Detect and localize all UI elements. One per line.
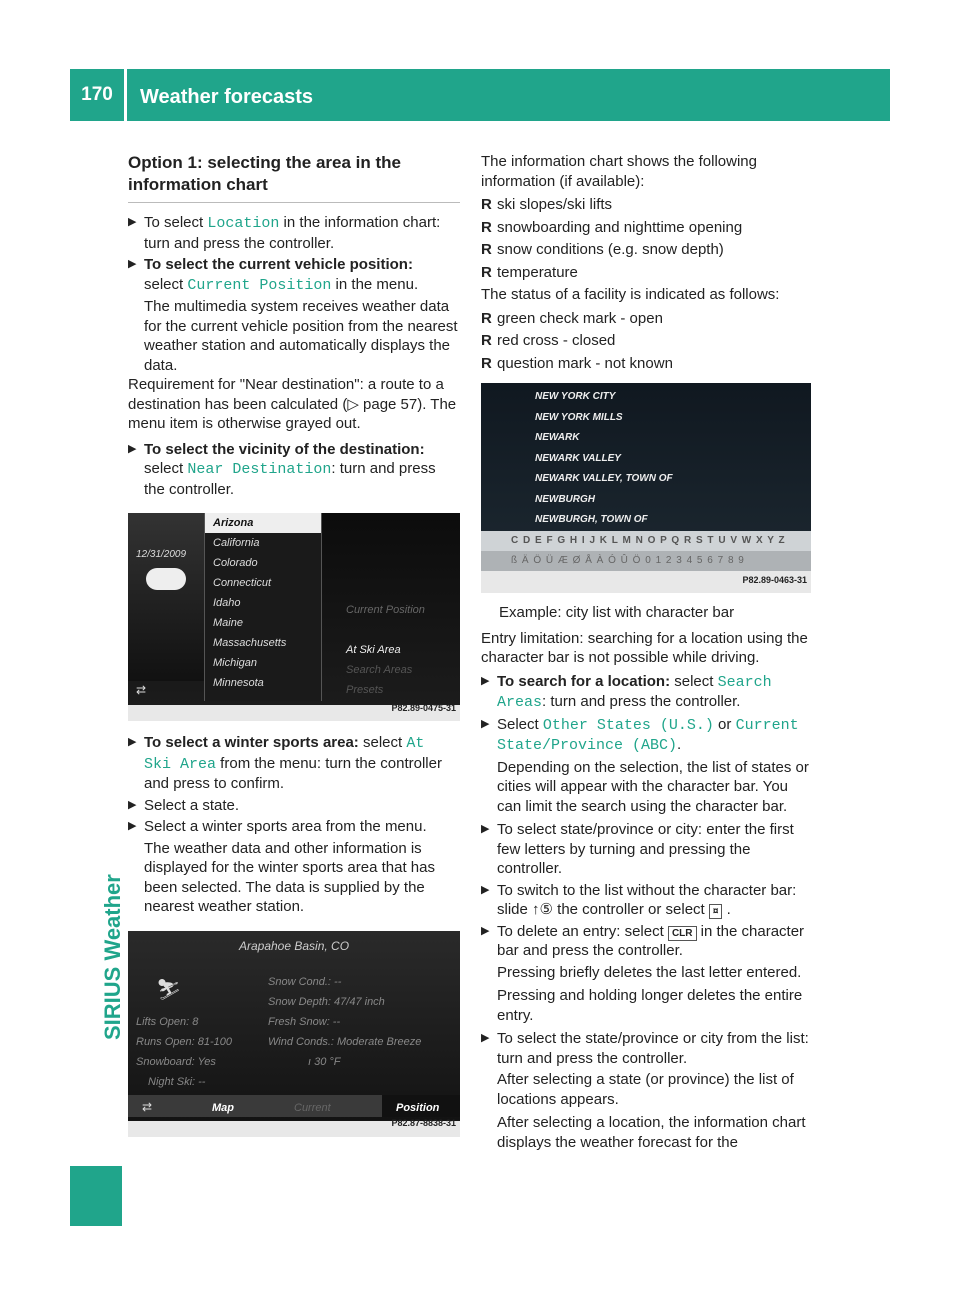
info-item: R snowboarding and nighttime opening <box>481 218 813 238</box>
step-current-position: ▶ To select the current vehicle position: select Current Position in the menu. <box>128 255 460 295</box>
entry-limitation: Entry limitation: searching for a location using the character bar is not possible while driving. <box>481 629 808 666</box>
field-snow-cond: Snow Cond.: -- <box>268 975 342 988</box>
state-list-item[interactable]: Maine <box>213 617 243 629</box>
state-list-item[interactable]: Massachusetts <box>213 637 287 649</box>
city-list-item[interactable]: NEWBURGH <box>535 493 595 505</box>
screenshot-ski-area-weather <box>128 931 460 1137</box>
info-intro: The information chart shows the following information (if available): <box>481 153 757 190</box>
slide-controller-icon: ↑⑤ <box>532 901 553 918</box>
step-enter-letters: ▶ To select state/province or city: enter the first few letters by turning and pressing the controller. <box>481 820 813 879</box>
result-location-selected: After selecting a location, the information chart displays the weather forecast for the <box>497 1114 806 1151</box>
status-item: R question mark - not known <box>481 354 813 374</box>
field-lifts-open: Lifts Open: 8 <box>136 1015 199 1028</box>
back-icon[interactable]: ⇄ <box>142 1099 153 1114</box>
status-intro: The status of a facility is indicated as follows: <box>481 286 780 303</box>
step-select-states: ▶ Select Other States (U.S.) or Current State/Province (ABC). <box>481 715 813 756</box>
requirement-near-destination: Requirement for "Near destination": a route to a destination has been calculated (▷ page 57). The menu item is otherwise grayed out. <box>128 376 457 432</box>
city-list-item[interactable]: NEWARK <box>535 432 580 443</box>
result-delete-short: Pressing briefly deletes the last letter entered. <box>497 963 802 981</box>
info-item: R snow conditions (e.g. snow depth) <box>481 240 813 260</box>
option-title: Option 1: selecting the area in the information chart <box>128 153 401 194</box>
state-list-item[interactable]: Connecticut <box>213 577 272 589</box>
step-switch-list: ▶ To switch to the list without the character bar: slide ↑⑤ the controller or select ¤ . <box>481 881 813 920</box>
weather-preview-panel <box>128 513 204 681</box>
state-list-item[interactable]: Idaho <box>213 597 241 609</box>
page-number: 170 <box>81 84 113 105</box>
ski-area-title: Arapahoe Basin, CO <box>238 938 350 953</box>
status-item: R red cross - closed <box>481 331 813 351</box>
figure-code: P82.89-0463-31 <box>742 574 807 585</box>
menu-position[interactable]: Position <box>396 1101 440 1114</box>
info-item: R temperature <box>481 263 813 283</box>
field-night-ski: Night Ski: -- <box>148 1075 206 1088</box>
right-column <box>481 152 813 1152</box>
step-select-location: ▶ To select Location in the information chart: turn and press the controller. <box>128 213 460 253</box>
character-bar-extended[interactable]: ß Ä Ö Ü Æ Ø Å À Ó Û Ö 0 1 2 3 4 5 6 7 8 9 <box>481 551 811 571</box>
field-wind: Wind Conds.: Moderate Breeze <box>268 1035 422 1048</box>
city-list-item[interactable]: NEWARK VALLEY <box>535 452 621 464</box>
step-winter-sports-area: ▶ To select a winter sports area: select At Ski Area from the menu: turn the controller and press to confirm. <box>128 733 460 794</box>
step-near-destination: ▶ To select the vicinity of the destination: select Near Destination: turn and press the controller. <box>128 440 460 500</box>
screenshot-state-menu <box>128 513 460 721</box>
step-search-location: ▶ To search for a location: select Search Areas: turn and press the controller. <box>481 672 813 713</box>
city-list[interactable] <box>535 387 673 531</box>
step-delete-entry: ▶ To delete an entry: select CLR in the character bar and press the controller. <box>481 922 813 961</box>
character-bar[interactable]: C D E F G H I J K L M N O P Q R S T U V W X Y Z <box>481 531 811 551</box>
menu-map[interactable]: Map <box>212 1101 234 1114</box>
clr-key-icon: CLR <box>668 926 697 941</box>
figure-code: P82.87-8838-31 <box>391 1118 456 1128</box>
state-list-item[interactable]: Arizona <box>205 513 321 533</box>
status-item: R green check mark - open <box>481 309 813 329</box>
menu-current[interactable]: Current <box>294 1101 331 1114</box>
step-select-from-list: ▶ To select the state/province or city from the list: turn and press the controller. <box>481 1029 813 1068</box>
left-column <box>128 152 460 1137</box>
state-list-item[interactable]: Colorado <box>213 557 258 569</box>
field-fresh-snow: Fresh Snow: -- <box>268 1015 341 1028</box>
header-divider <box>124 69 127 121</box>
result-state-selected: After selecting a state (or province) the list of locations appears. <box>497 1071 794 1108</box>
section-title: Weather forecasts <box>140 86 314 108</box>
state-list-item[interactable]: Minnesota <box>213 677 264 689</box>
menu-at-ski-area[interactable]: At Ski Area <box>346 644 401 656</box>
field-runs-open: Runs Open: 81-100 <box>136 1035 233 1048</box>
title-rule <box>128 202 460 203</box>
step-select-area: ▶ Select a winter sports area from the menu. <box>128 817 460 837</box>
state-list[interactable] <box>204 513 322 701</box>
result-delete-long: Pressing and holding longer deletes the entire entry. <box>497 987 803 1024</box>
figure-caption: Example: city list with character bar <box>499 604 735 621</box>
city-list-item[interactable]: NEW YORK MILLS <box>535 411 623 423</box>
result-current-position: The multimedia system receives weather data for the current vehicle position from the nearest weather station and automatically displays the data. <box>144 298 458 374</box>
field-temperature: ı 30 °F <box>308 1055 341 1068</box>
side-chapter-label: SIRIUS Weather <box>100 874 125 1040</box>
city-list-item[interactable]: NEWBURGH, TOWN OF <box>535 514 648 525</box>
menu-current-position[interactable]: Current Position <box>346 604 425 616</box>
city-list-item[interactable]: NEW YORK CITY <box>535 391 616 402</box>
info-item: R ski slopes/ski lifts <box>481 195 813 215</box>
result-select-states: Depending on the selection, the list of states or cities will appear with the character bar. You can limit the search using the character bar. <box>497 758 809 815</box>
menu-presets[interactable]: Presets <box>346 684 384 696</box>
field-snowboard: Snowboard: Yes <box>136 1055 216 1068</box>
cloud-icon <box>146 568 186 590</box>
menu-search-areas[interactable]: Search Areas <box>346 664 413 676</box>
preview-date: 12/31/2009 <box>136 549 187 560</box>
skier-icon: ⛷ <box>156 978 182 1001</box>
screenshot-city-list <box>481 383 811 593</box>
state-list-item[interactable]: California <box>213 537 260 549</box>
figure-code: P82.89-0475-31 <box>391 702 456 713</box>
result-winter-sports: The weather data and other information is displayed for the winter sports area that has been selected. The data is supplied by the nearest weather station. <box>144 839 435 915</box>
step-select-state: ▶ Select a state. <box>128 796 460 816</box>
back-icon[interactable]: ⇄ <box>136 683 147 697</box>
city-list-item[interactable]: NEWARK VALLEY, TOWN OF <box>535 473 673 484</box>
ok-key-icon: ¤ <box>709 904 723 919</box>
state-list-item[interactable]: Michigan <box>213 657 258 669</box>
side-tab-block <box>70 1166 122 1226</box>
side-menu <box>328 513 460 701</box>
field-snow-depth: Snow Depth: 47/47 inch <box>268 995 385 1008</box>
